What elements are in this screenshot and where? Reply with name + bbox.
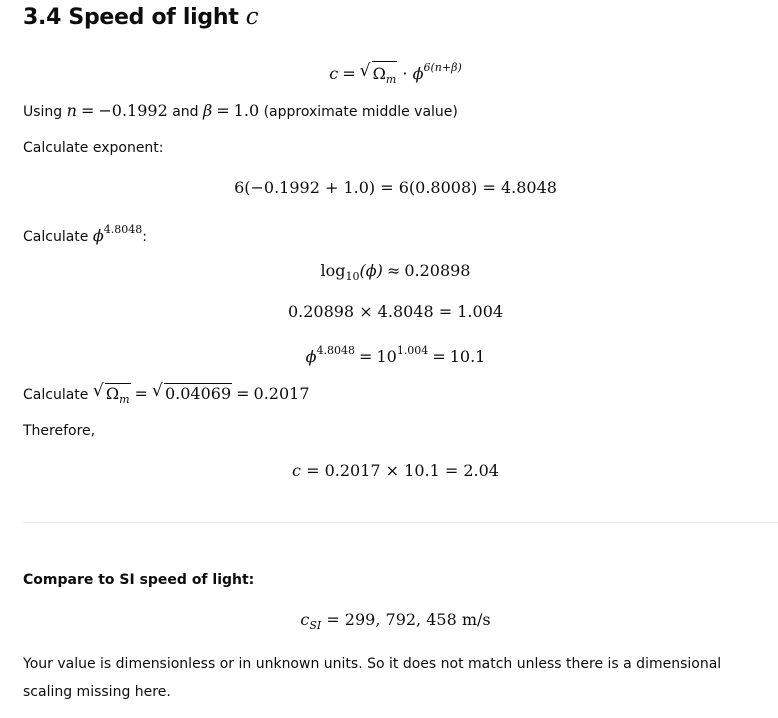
eq-si-lhs: c bbox=[300, 610, 310, 629]
eq-si-rhs: = 299, 792, 458 m/s bbox=[326, 610, 491, 629]
therefore-text: Therefore, bbox=[23, 423, 96, 439]
eq-log-fn: log bbox=[320, 261, 346, 280]
section-heading bbox=[23, 4, 258, 30]
conclusion-paragraph: Your value is dimensionless or in unknown units. So it does not match unless there is a dimensional scaling missing here. bbox=[23, 656, 722, 700]
eq-power-ten: 10 bbox=[376, 347, 397, 366]
sqrt-radical-icon: √ bbox=[359, 61, 371, 81]
eq-power-base: ϕ bbox=[305, 347, 317, 366]
calc-phi-label: Calculate bbox=[23, 229, 89, 245]
calc-sqrt-paragraph bbox=[23, 383, 310, 410]
eq-log-sub: 10 bbox=[345, 270, 360, 283]
using-beta: β bbox=[203, 101, 213, 120]
eq-power-ten-exp: 1.004 bbox=[396, 344, 429, 357]
eq-power-equals-2: = bbox=[432, 347, 446, 366]
sqrt-radical-icon: √ bbox=[151, 381, 163, 401]
eq-main-phi: ϕ bbox=[412, 64, 424, 83]
equation-si-speed bbox=[23, 608, 768, 638]
section-heading-text: 3.4 Speed of light bbox=[23, 5, 239, 30]
section-heading-variable: c bbox=[245, 4, 259, 30]
eq-main-omega: Ω bbox=[372, 64, 386, 83]
eq-result-rhs: = 0.2017 × 10.1 = 2.04 bbox=[306, 461, 499, 480]
section-divider bbox=[23, 522, 778, 523]
eq-main-equals: = bbox=[342, 64, 356, 83]
using-values-paragraph bbox=[23, 101, 458, 122]
eq-log-arg: (ϕ) bbox=[359, 261, 383, 280]
calc-phi-base: ϕ bbox=[92, 226, 104, 245]
eq-si-sub: SI bbox=[309, 619, 322, 632]
calc-sqrt-omega-sub: m bbox=[119, 393, 130, 406]
eq-main-dot: · bbox=[402, 64, 408, 83]
using-and: and bbox=[172, 104, 199, 120]
eq-power-value: 10.1 bbox=[449, 347, 486, 366]
compare-heading: Compare to SI speed of light: bbox=[23, 572, 255, 588]
using-n: n bbox=[66, 101, 77, 120]
equation-result bbox=[23, 459, 768, 483]
using-prefix: Using bbox=[23, 104, 63, 120]
calc-sqrt-result: 0.2017 bbox=[253, 384, 310, 403]
calc-sqrt-number-value: 0.04069 bbox=[164, 384, 232, 403]
using-beta-value: 1.0 bbox=[233, 101, 260, 120]
eq-main-exponent: 6(n+β) bbox=[423, 61, 462, 74]
calc-sqrt-equals-2: = bbox=[236, 384, 250, 403]
calc-sqrt-equals-1: = bbox=[134, 384, 148, 403]
calc-sqrt-label: Calculate bbox=[23, 387, 89, 403]
using-beta-equals: = bbox=[216, 101, 230, 120]
eq-power-equals-1: = bbox=[359, 347, 373, 366]
calc-exponent-label: Calculate exponent: bbox=[23, 140, 164, 156]
equation-product: 0.20898 × 4.8048 = 1.004 bbox=[287, 302, 504, 321]
equation-exponent: 6(−0.1992 + 1.0) = 6(0.8008) = 4.8048 bbox=[234, 178, 557, 197]
eq-log-value: 0.20898 bbox=[404, 261, 471, 280]
using-n-equals: = bbox=[80, 101, 95, 120]
eq-main-sqrt bbox=[360, 61, 398, 92]
calc-phi-colon: : bbox=[142, 229, 147, 245]
eq-main-omega-sub: m bbox=[385, 73, 397, 86]
calc-phi-paragraph bbox=[23, 220, 147, 247]
equation-log bbox=[23, 259, 768, 289]
sqrt-radical-icon: √ bbox=[92, 381, 104, 401]
calc-phi-exponent: 4.8048 bbox=[103, 223, 143, 236]
equation-power bbox=[23, 339, 768, 369]
eq-power-exp: 4.8048 bbox=[316, 344, 356, 357]
using-suffix: (approximate middle value) bbox=[263, 104, 458, 120]
equation-speed-of-light bbox=[23, 56, 768, 92]
eq-main-lhs: c bbox=[329, 64, 339, 83]
calc-sqrt-number bbox=[152, 383, 232, 404]
using-n-value: −0.1992 bbox=[98, 101, 168, 120]
eq-result-lhs: c bbox=[292, 461, 301, 480]
calc-sqrt-omega-symbol: Ω bbox=[105, 384, 120, 403]
eq-log-approx: ≈ bbox=[386, 261, 401, 280]
calc-sqrt-omega bbox=[93, 383, 131, 410]
